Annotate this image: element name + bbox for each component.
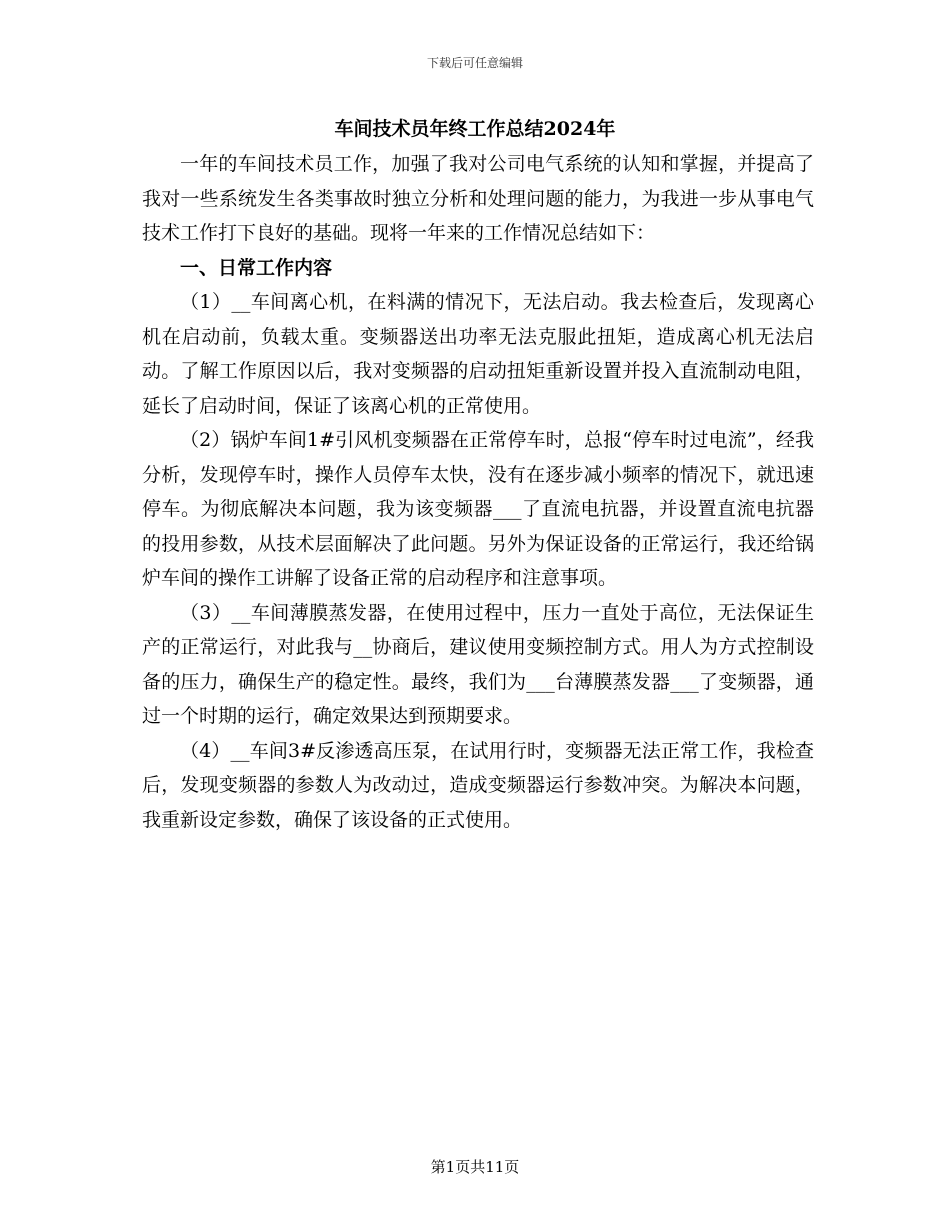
document-body (142, 147, 814, 837)
paragraph-item-1: （1）__车间离心机，在料满的情况下，无法启动。我去检查后，发现离心机在启动前，负载太重。变频器送出功率无法克服此扭矩，造成离心机无法启动。了解工作原因以后，我对变频器的启动扭矩重新设置并投入直流制动电阻，延长了启动时间，保证了该离心机的正常使用。 (142, 291, 814, 417)
document-title: 车间技术员年终工作总结2024年 (334, 118, 616, 140)
paragraph-item-4: （4）__车间3#反渗透高压泵，在试用行时，变频器无法正常工作，我检查后，发现变频器的参数人为改动过，造成变频器运行参数冲突。为解决本问题，我重新设定参数，确保了该设备的正式使用。 (142, 739, 814, 831)
paragraph-item-3: （3）__车间薄膜蒸发器，在使用过程中，压力一直处于高位，无法保证生产的正常运行，对此我与__协商后，建议使用变频控制方式。用人为方式控制设备的压力，确保生产的稳定性。最终，我们为___台薄膜蒸发器___了变频器，通过一个时期的运行，确定效果达到预期要求。 (142, 601, 814, 727)
page-number: 第1页共11页 (430, 1158, 520, 1176)
paragraph-item-2: （2）锅炉车间1#引风机变频器在正常停车时，总报“停车时过电流”，经我分析，发现停车时，操作人员停车太快，没有在逐步减小频率的情况下，就迅速停车。为彻底解决本问题，我为该变频器___了直流电抗器，并设置直流电抗器的投用参数，从技术层面解决了此问题。另外为保证设备的正常运行，我还给锅炉车间的操作工讲解了设备正常的启动程序和注意事项。 (142, 429, 814, 589)
intro-paragraph: 一年的车间技术员工作，加强了我对公司电气系统的认知和掌握，并提高了我对一些系统发生各类事故时独立分析和处理问题的能力，为我进一步从事电气技术工作打下良好的基础。现将一年来的工作情况总结如下： (142, 153, 814, 244)
header-note: 下载后可任意编辑 (426, 56, 523, 70)
section-heading: 一、日常工作内容 (180, 256, 333, 279)
